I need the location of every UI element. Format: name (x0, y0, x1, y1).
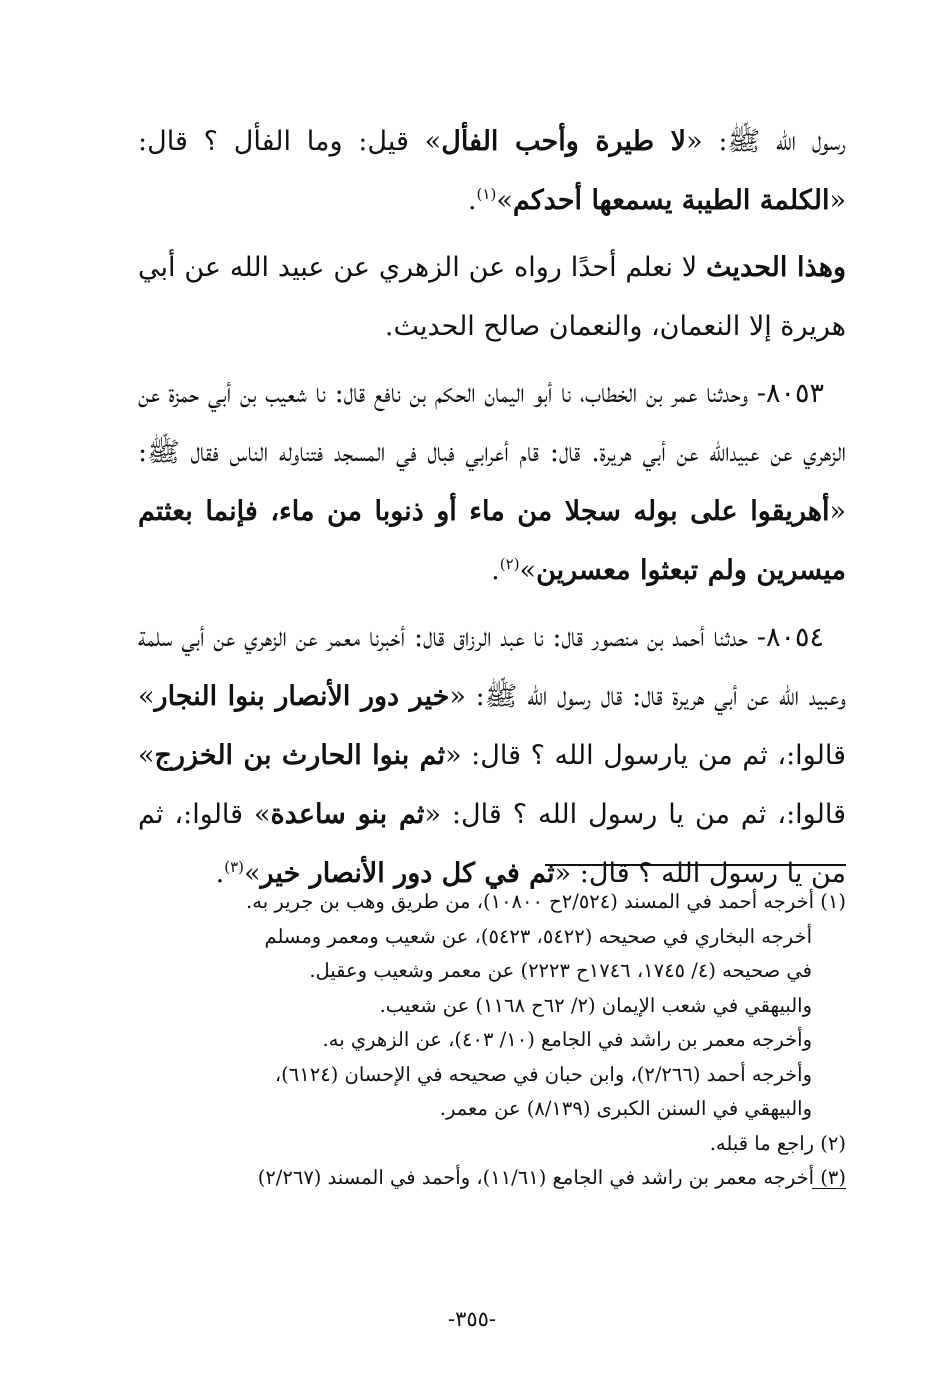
text-span: » قالوا:، ثم من يارسول الله ؟ قال: « (138, 681, 846, 771)
hadith-text: ثم في كل دور الأنصار خير (260, 858, 555, 889)
paragraph-hadith-8053 (138, 364, 846, 600)
footnote-1-line: وأخرجه أحمد (٢/٢٦٦)، وابن حبان في صحيحه في الإحسان (٦١٢٤)، (274, 1062, 812, 1086)
text-span: . (467, 185, 477, 216)
text-span: رسول الله ﷺ: « (686, 126, 847, 157)
text-span: » (519, 555, 537, 586)
footnote-1-line: والبيهقي في السنن الكبرى (٨/١٣٩) عن معمر. (439, 1097, 812, 1120)
text-span: » قالوا:، ثم من يا رسول الله ؟ قال: « (138, 799, 846, 889)
hadith-text: الكلمة الطيبة يسمعها أحدكم (512, 185, 830, 216)
hadith-text: لا طيرة وأحب الفأل (441, 126, 687, 157)
text-span: » قيل: وما الفأل ؟ قال: « (138, 126, 846, 216)
footnotes (138, 885, 846, 1189)
footnote-ref[interactable]: (١) (476, 185, 497, 203)
text-span: ٨٠٥٣- وحدثنا عمر بن الخطاب، نا أبو اليمان الحكم بن نافع قال: نا شعيب بن أبي حمزة عن الزهري عن عبيدالله عن أبي هريرة. قال: قام أعرابي فبال في المسجد فتناوله الناس فقال ﷺ: « (138, 378, 846, 527)
text-span: . (491, 555, 500, 586)
text-span: . (215, 858, 225, 889)
footnote-1: (١) أخرجه أحمد في المسند (٢/٥٢٤ح ١٠٨٠٠)، من طريق وهب بن جرير به. (246, 890, 846, 913)
footnote-1-line: في صحيحه (٤/ ١٧٤٥، ١٧٤٦ح ٢٢٢٣) عن معمر وشعيب وعقيل. (309, 959, 812, 982)
footnote-ref[interactable]: (٣) (224, 858, 244, 876)
main-text (138, 112, 846, 903)
bold-lead: وهذا الحديث (706, 252, 846, 283)
text-span: » (496, 185, 513, 216)
paragraph-comment (138, 238, 846, 356)
hadith-text: ثم بنوا الحارث بن الخزرج (154, 740, 446, 771)
paragraph-hadith-8054 (138, 608, 846, 903)
footnote-separator (545, 864, 846, 866)
footnote-3: (٣) أخرجه معمر بن راشد في الجامع (١١/٦١)، وأحمد في المسند (٢/٢٦٧) (138, 1161, 846, 1189)
footnote-2: (٢) راجع ما قبله. (709, 1131, 846, 1155)
page-number: -٣٥٥- (447, 1307, 497, 1331)
footnote-1-line: وأخرجه معمر بن راشد في الجامع (١٠/ ٤٠٣)، عن الزهري به. (322, 1028, 812, 1051)
paragraph-hadith-tiyara (138, 112, 846, 230)
hadith-text: ثم بنو ساعدة (270, 799, 425, 830)
hadith-text: خير دور الأنصار بنوا النجار (154, 681, 450, 712)
text-span: » (244, 858, 261, 889)
text-span: » قالوا:، ثم من يا رسول الله ؟ قال: « (138, 740, 846, 830)
footnote-1-line: والبيهقي في شعب الإيمان (٢/ ٦٢ح ١١٦٨) عن شعيب. (379, 993, 812, 1017)
hadith-text: أهريقوا على بوله سجلا من ماء أو ذنوبا من ماء، فإنما بعثتم ميسرين ولم تبعثوا معسرين (138, 496, 846, 586)
footnote-ref[interactable]: (٢) (499, 555, 520, 573)
footnote-1-line: أخرجه البخاري في صحيحه (٥٤٢٢، ٥٤٢٣)، عن شعيب ومعمر ومسلم (264, 924, 812, 948)
text-span: لا نعلم أحدًا رواه عن الزهري عن عبيد الله عن أبي هريرة إلا النعمان، والنعمان صالح الحديث. (138, 252, 846, 342)
text-span: ٨٠٥٤- حدثنا أحمد بن منصور قال: نا عبد الرزاق قال: أخبرنا معمر عن الزهري عن أبي سلمة وعبيد الله عن أبي هريرة قال: قال رسول الله ﷺ: « (138, 622, 846, 712)
